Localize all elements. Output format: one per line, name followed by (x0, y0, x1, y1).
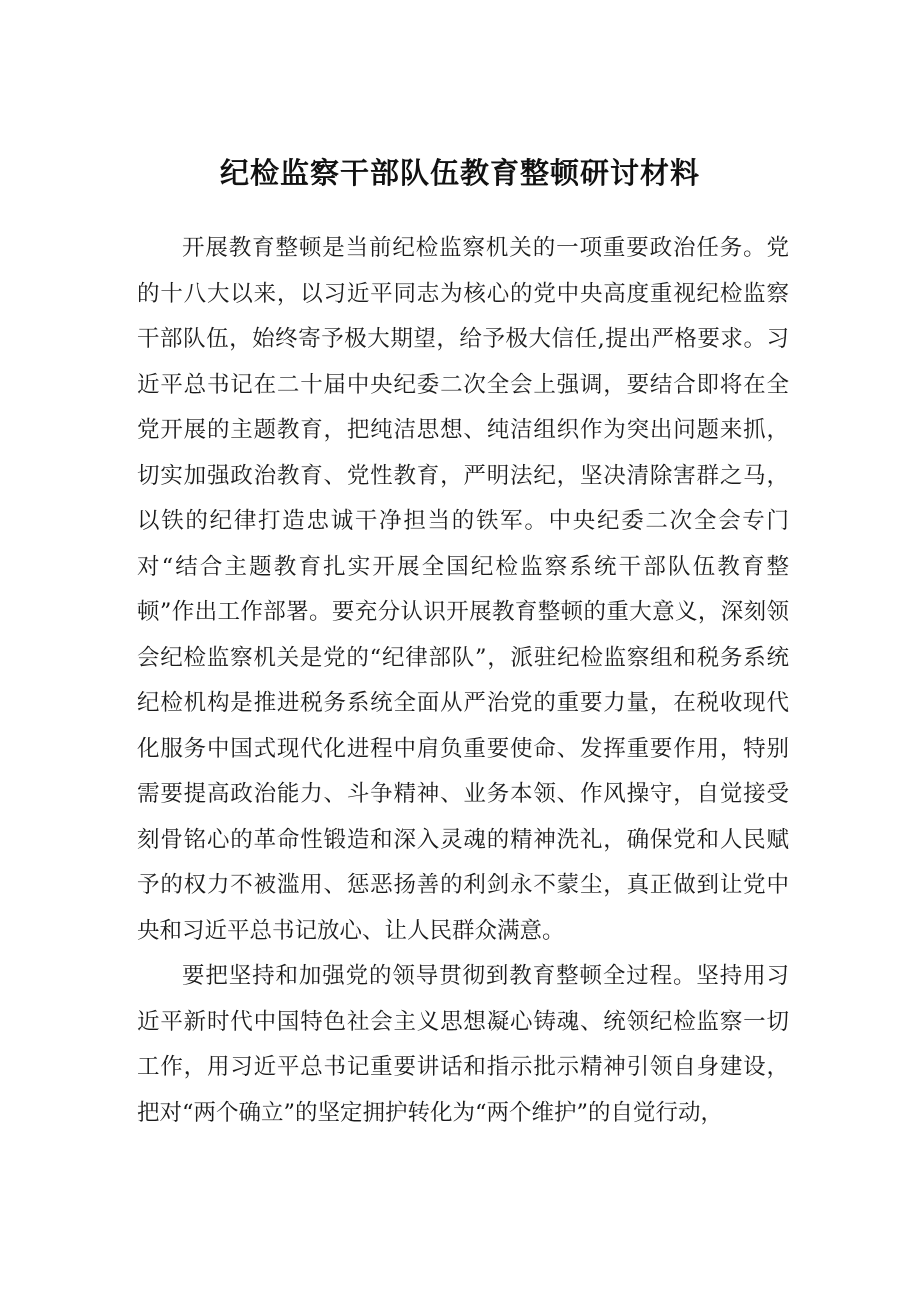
document-body (137, 226, 789, 1136)
body-paragraph-1: 开展教育整顿是当前纪检监察机关的一项重要政治任务。党的十八大以来，以习近平同志为核心的党中央高度重视纪检监察干部队伍，始终寄予极大期望，给予极大信任,提出严格要求。习近平总书记在二十届中央纪委二次全会上强调，要结合即将在全党开展的主题教育，把纯洁思想、纯洁组织作为突出问题来抓，切实加强政治教育、党性教育，严明法纪，坚决清除害群之马，以铁的纪律打造忠诚干净担当的铁军。中央纪委二次全会专门对“结合主题教育扎实开展全国纪检监察系统干部队伍教育整顿”作出工作部署。要充分认识开展教育整顿的重大意义，深刻领会纪检监察机关是党的“纪律部队”，派驻纪检监察组和税务系统纪检机构是推进税务系统全面从严治党的重要力量，在税收现代化服务中国式现代化进程中肩负重要使命、发挥重要作用，特别需要提高政治能力、斗争精神、业务本领、作风操守，自觉接受刻骨铭心的革命性锻造和深入灵魂的精神洗礼，确保党和人民赋予的权力不被滥用、惩恶扬善的利剑永不蒙尘，真正做到让党中央和习近平总书记放心、让人民群众满意。 (137, 235, 789, 944)
body-paragraph-2: 要把坚持和加强党的领导贯彻到教育整顿全过程。坚持用习近平新时代中国特色社会主义思想凝心铸魂、统领纪检监察一切工作，用习近平总书记重要讲话和指示批示精神引领自身建设，把对“两个确立”的坚定拥护转化为“两个维护”的自觉行动， (137, 963, 789, 1126)
document-title: 纪检监察干部队伍教育整顿研讨材料 (219, 156, 700, 190)
